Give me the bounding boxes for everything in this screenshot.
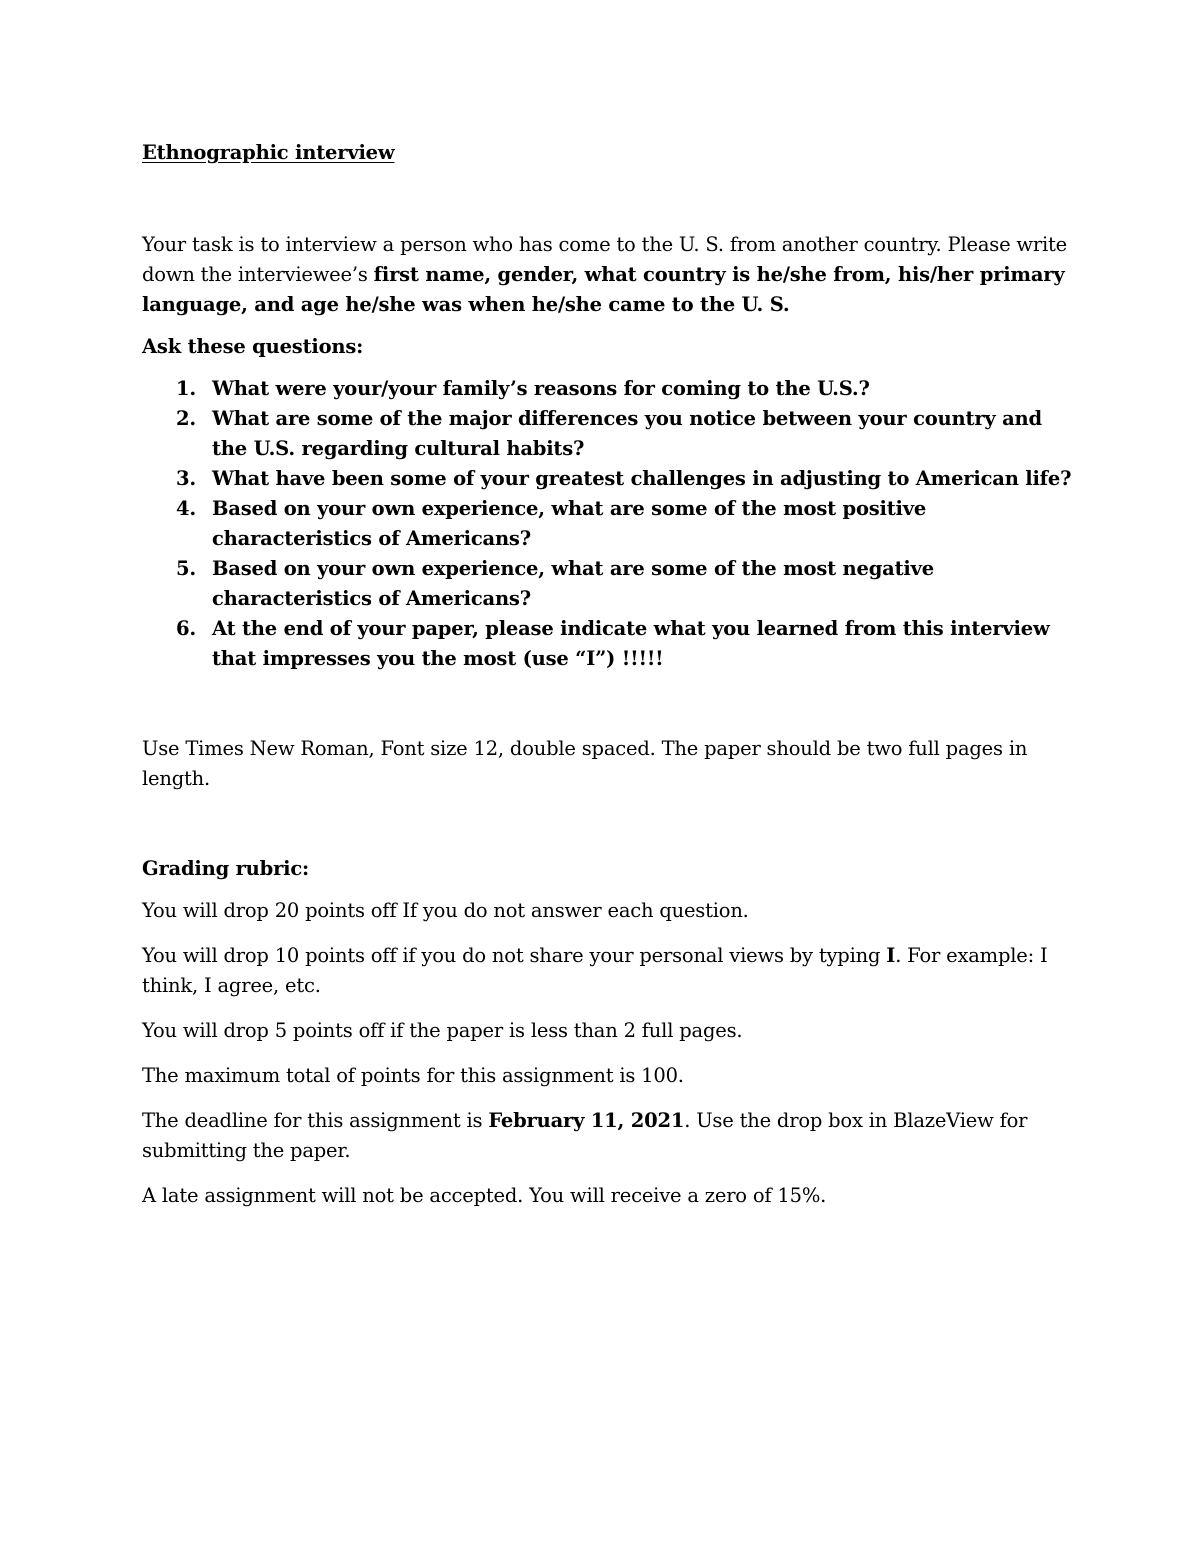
document-title: Ethnographic interview bbox=[142, 141, 395, 164]
intro-required-details: first name, gender, what country is he/she from, his/her primary language, and age he/she was when he/she came to the U. S. bbox=[142, 263, 1065, 316]
question-number: 3. bbox=[176, 467, 196, 490]
rubric-section bbox=[142, 896, 1072, 1211]
rubric-line-max-points: The maximum total of points for this assignment is 100. bbox=[142, 1064, 684, 1087]
rubric-text: . For example: I think, I agree, etc. bbox=[142, 944, 1048, 997]
rubric-text: The deadline for this assignment is bbox=[142, 1109, 489, 1132]
document-body bbox=[142, 138, 1072, 1211]
question-number: 5. bbox=[176, 557, 196, 580]
rubric-line-deadline bbox=[142, 1106, 1072, 1166]
rubric-text: . Use the drop box in BlazeView for submitting the paper. bbox=[142, 1109, 1028, 1162]
rubric-line-length: You will drop 5 points off if the paper is less than 2 full pages. bbox=[142, 1019, 743, 1042]
question-number: 2. bbox=[176, 407, 196, 430]
ask-questions-label: Ask these questions: bbox=[142, 335, 364, 358]
question-item bbox=[142, 464, 1072, 494]
question-item bbox=[142, 404, 1072, 464]
question-item bbox=[142, 554, 1072, 614]
question-text: At the end of your paper, please indicate what you learned from this interview that impresses you the most (use “I”) !!!!! bbox=[212, 617, 1050, 670]
question-text: What have been some of your greatest challenges in adjusting to American life? bbox=[212, 467, 1072, 490]
rubric-line-late-policy: A late assignment will not be accepted. You will receive a zero of 15%. bbox=[142, 1184, 827, 1207]
rubric-line-unanswered: You will drop 20 points off If you do not answer each question. bbox=[142, 899, 749, 922]
deadline-date: February 11, 2021 bbox=[488, 1109, 685, 1132]
rubric-text: You will drop 10 points off if you do not share your personal views by typing bbox=[142, 944, 887, 967]
rubric-emphasis-i: I bbox=[886, 944, 896, 967]
questions-list bbox=[142, 374, 1072, 674]
format-instructions: Use Times New Roman, Font size 12, double spaced. The paper should be two full pages in length. bbox=[142, 737, 1028, 790]
question-number: 4. bbox=[176, 497, 196, 520]
question-item bbox=[142, 374, 1072, 404]
question-text: What are some of the major differences you notice between your country and the U.S. regarding cultural habits? bbox=[212, 407, 1042, 460]
question-item bbox=[142, 494, 1072, 554]
rubric-heading: Grading rubric: bbox=[142, 857, 310, 880]
question-text: Based on your own experience, what are some of the most positive characteristics of Americans? bbox=[212, 497, 927, 550]
rubric-line-personal-views bbox=[142, 941, 1072, 1001]
intro-paragraph bbox=[142, 230, 1072, 320]
question-item bbox=[142, 614, 1072, 674]
question-number: 6. bbox=[176, 617, 196, 640]
question-number: 1. bbox=[176, 377, 196, 400]
question-text: What were your/your family’s reasons for coming to the U.S.? bbox=[212, 377, 870, 400]
intro-text: Your task is to interview a person who has come to the U. S. from another country. Please write down the interviewee’s bbox=[142, 233, 1068, 286]
question-text: Based on your own experience, what are some of the most negative characteristics of Americans? bbox=[212, 557, 934, 610]
